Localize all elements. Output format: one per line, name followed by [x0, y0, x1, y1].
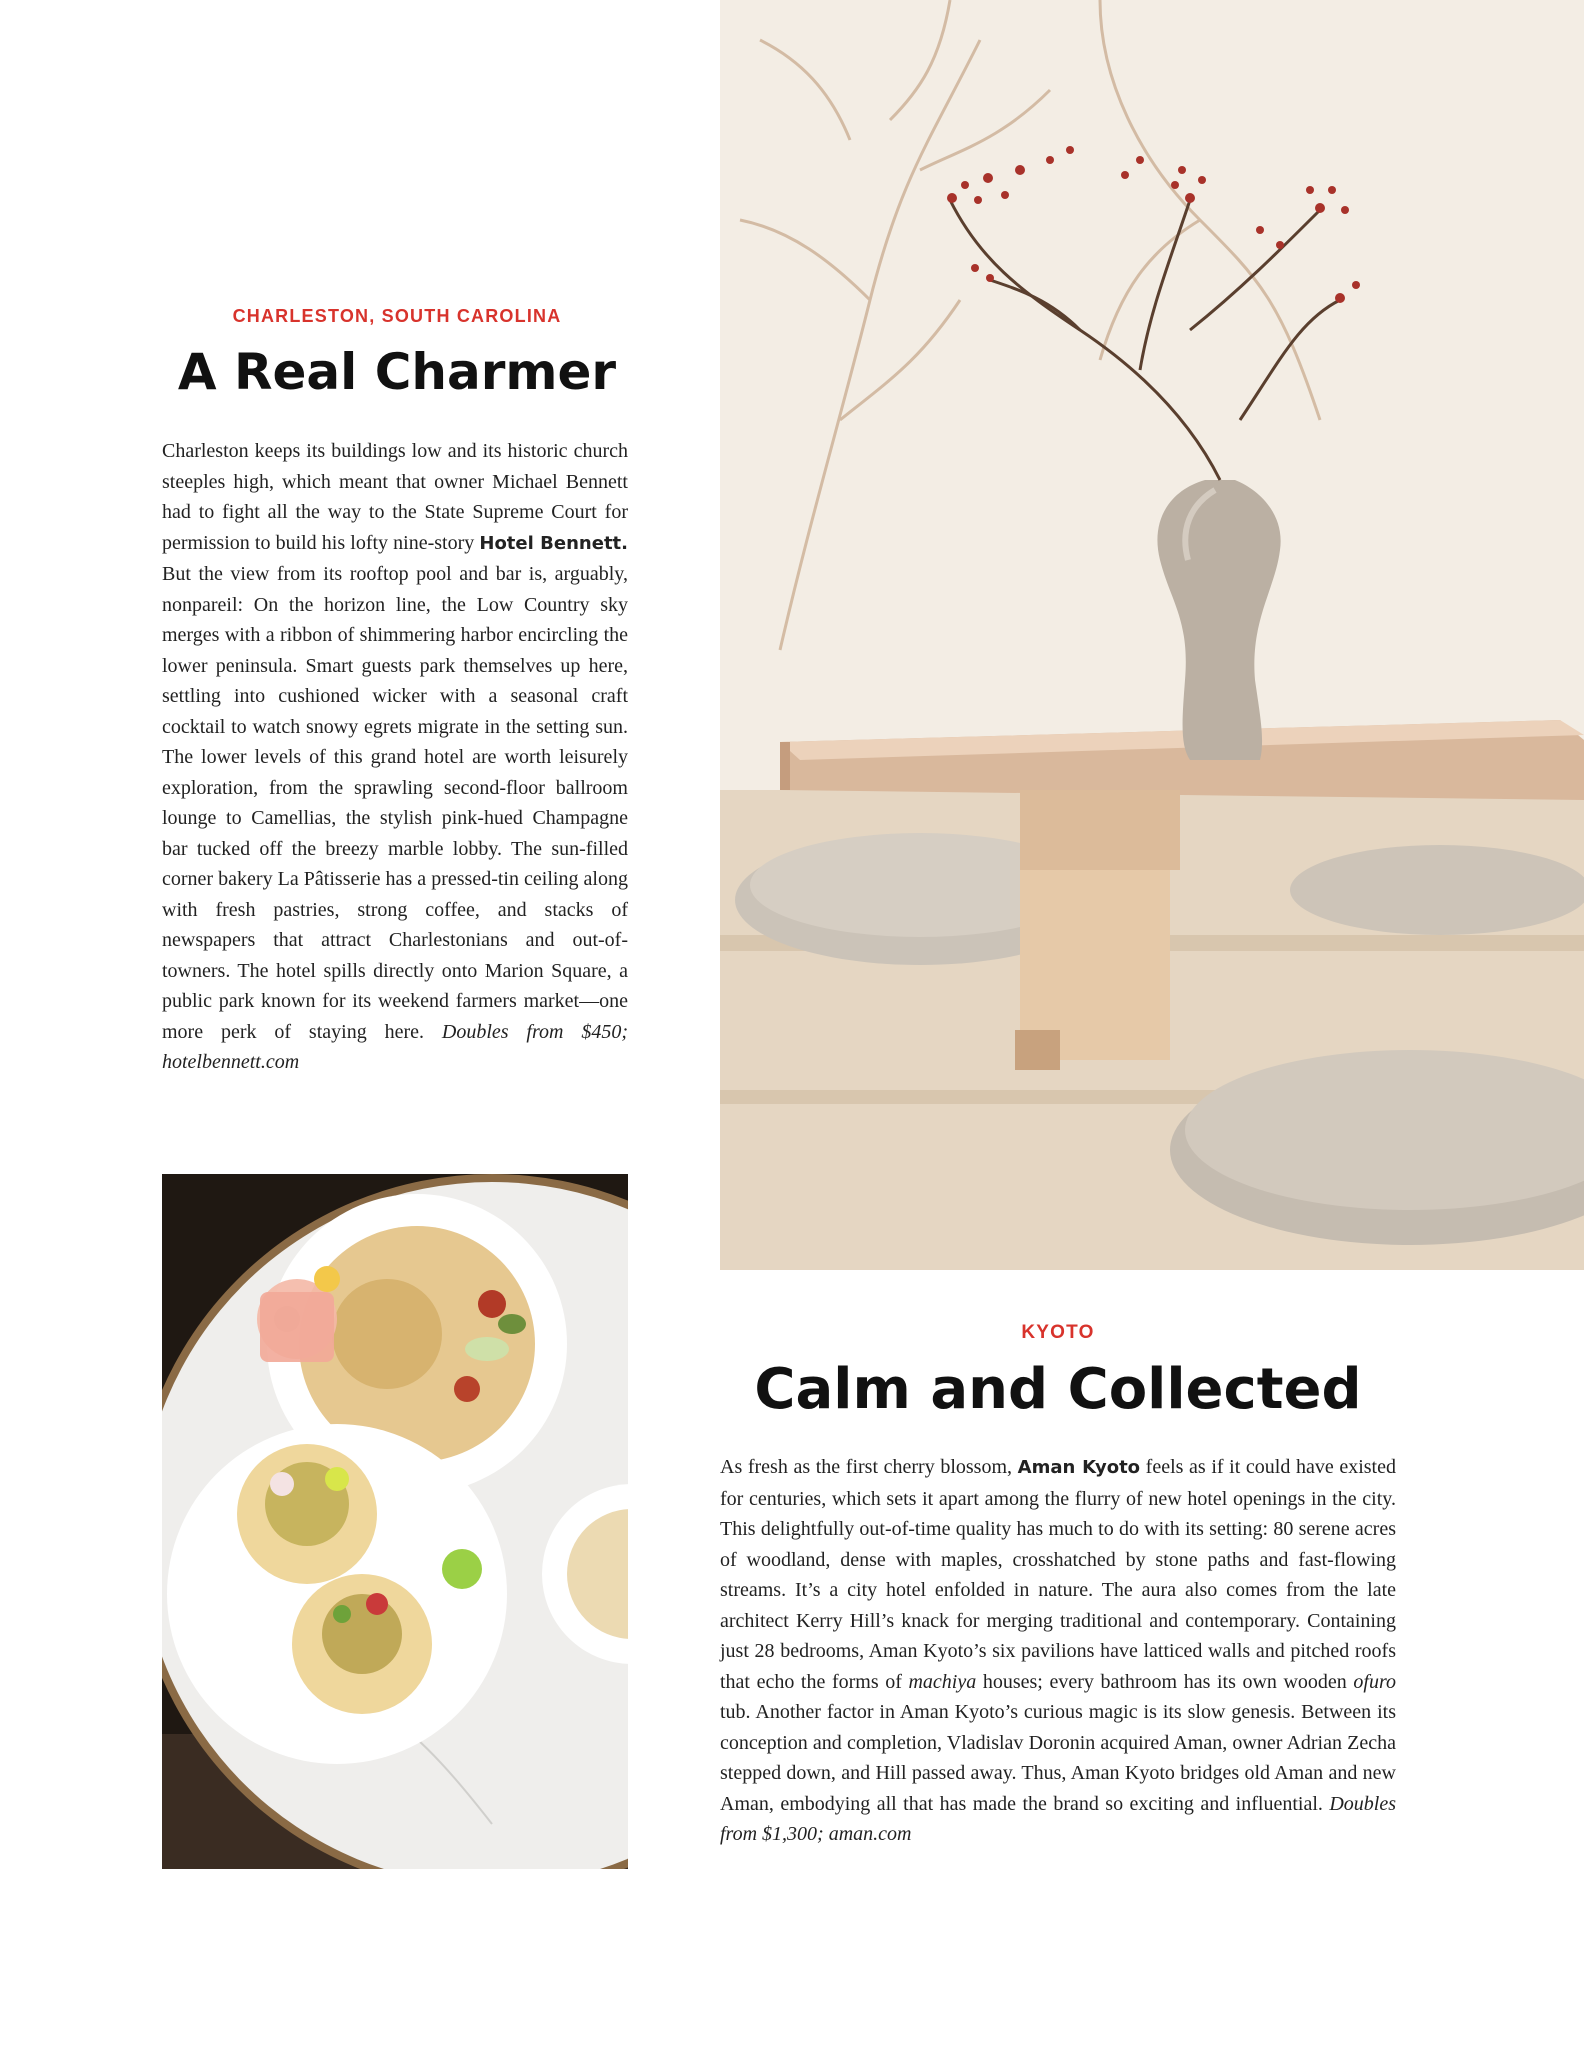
headline-kyoto: Calm and Collected: [754, 1357, 1362, 1422]
price-line: Doubles from $1,300; aman.com: [720, 1792, 1396, 1845]
kyoto-photo-illustration: [720, 0, 1584, 1270]
hotel-name: Hotel Bennett.: [479, 532, 628, 554]
body-text: houses; every bathroom has its own wooden: [976, 1670, 1354, 1693]
italic-term: ofuro: [1353, 1670, 1397, 1693]
kyoto-hero-photo: [720, 0, 1584, 1270]
body-text: feels as if it could have existed for centuries, which sets it apart among the flurry of new hotel openings in the city. This delightfully out-of-time quality has much to do with its setting: 80 serene acres of woodland, dense with maples, crosshatched by stone paths and fast-flowing streams. It’s a city hotel enfolded in nature. The aura also comes from the late architect Kerry Hill’s knack for merging traditional and contemporary. Containing just 28 bedrooms, Aman Kyoto’s six pavilions have latticed walls and pitched roofs that echo the forms of: [720, 1456, 1396, 1693]
food-photo-illustration: [162, 1174, 628, 1869]
price-line: Doubles from $450; hotelbennett.com: [162, 1020, 628, 1073]
body-text: tub. Another factor in Aman Kyoto’s curious magic is its slow genesis. Between its conception and completion, Vladislav Doronin acquired Aman, owner Adrian Zecha stepped down, and Hill passed away. Thus, Aman Kyoto bridges old Aman and new Aman, embodying all that has made the brand so exciting and influential.: [720, 1701, 1396, 1815]
italic-term: machiya: [908, 1670, 977, 1693]
food-photo: [162, 1174, 628, 1869]
hotel-name: Aman Kyoto: [1017, 1457, 1141, 1478]
article-body-charleston: [162, 436, 628, 1078]
body-text: Charleston keeps its buildings low and its historic church steeples high, which meant that owner Michael Bennett had to fight all the way to the State Supreme Court for permission to build his lofty nine-story: [162, 440, 628, 554]
lime-wedge: [442, 1549, 482, 1589]
body-text: But the view from its rooftop pool and bar is, arguably, nonpareil: On the horizon line, the Low Country sky merges with a ribbon of shimmering harbor encircling the lower peninsula. Smart guests park themselves up here, settling into cushioned wicker with a seasonal craft cocktail to watch snowy egrets migrate in the setting sun. The lower levels of this grand hotel are worth leisurely exploration, from the sprawling second-floor ballroom lounge to Camellias, the stylish pink-hued Champagne bar tucked off the breezy marble lobby. The sun-filled corner bakery La Pâtisserie has a pressed-tin ceiling along with fresh pastries, strong coffee, and stacks of newspapers that attract Charlestonians and out-of-towners. The hotel spills directly onto Marion Square, a public park known for its weekend farmers market—one more perk of staying here.: [162, 563, 628, 1043]
article-body-kyoto: [720, 1452, 1396, 1850]
section-kicker-kyoto: KYOTO: [1021, 1322, 1095, 1343]
body-text: As fresh as the first cherry blossom,: [720, 1456, 1018, 1478]
headline-charleston: A Real Charmer: [177, 343, 617, 401]
section-kicker-charleston: CHARLESTON, SOUTH CAROLINA: [232, 306, 562, 326]
